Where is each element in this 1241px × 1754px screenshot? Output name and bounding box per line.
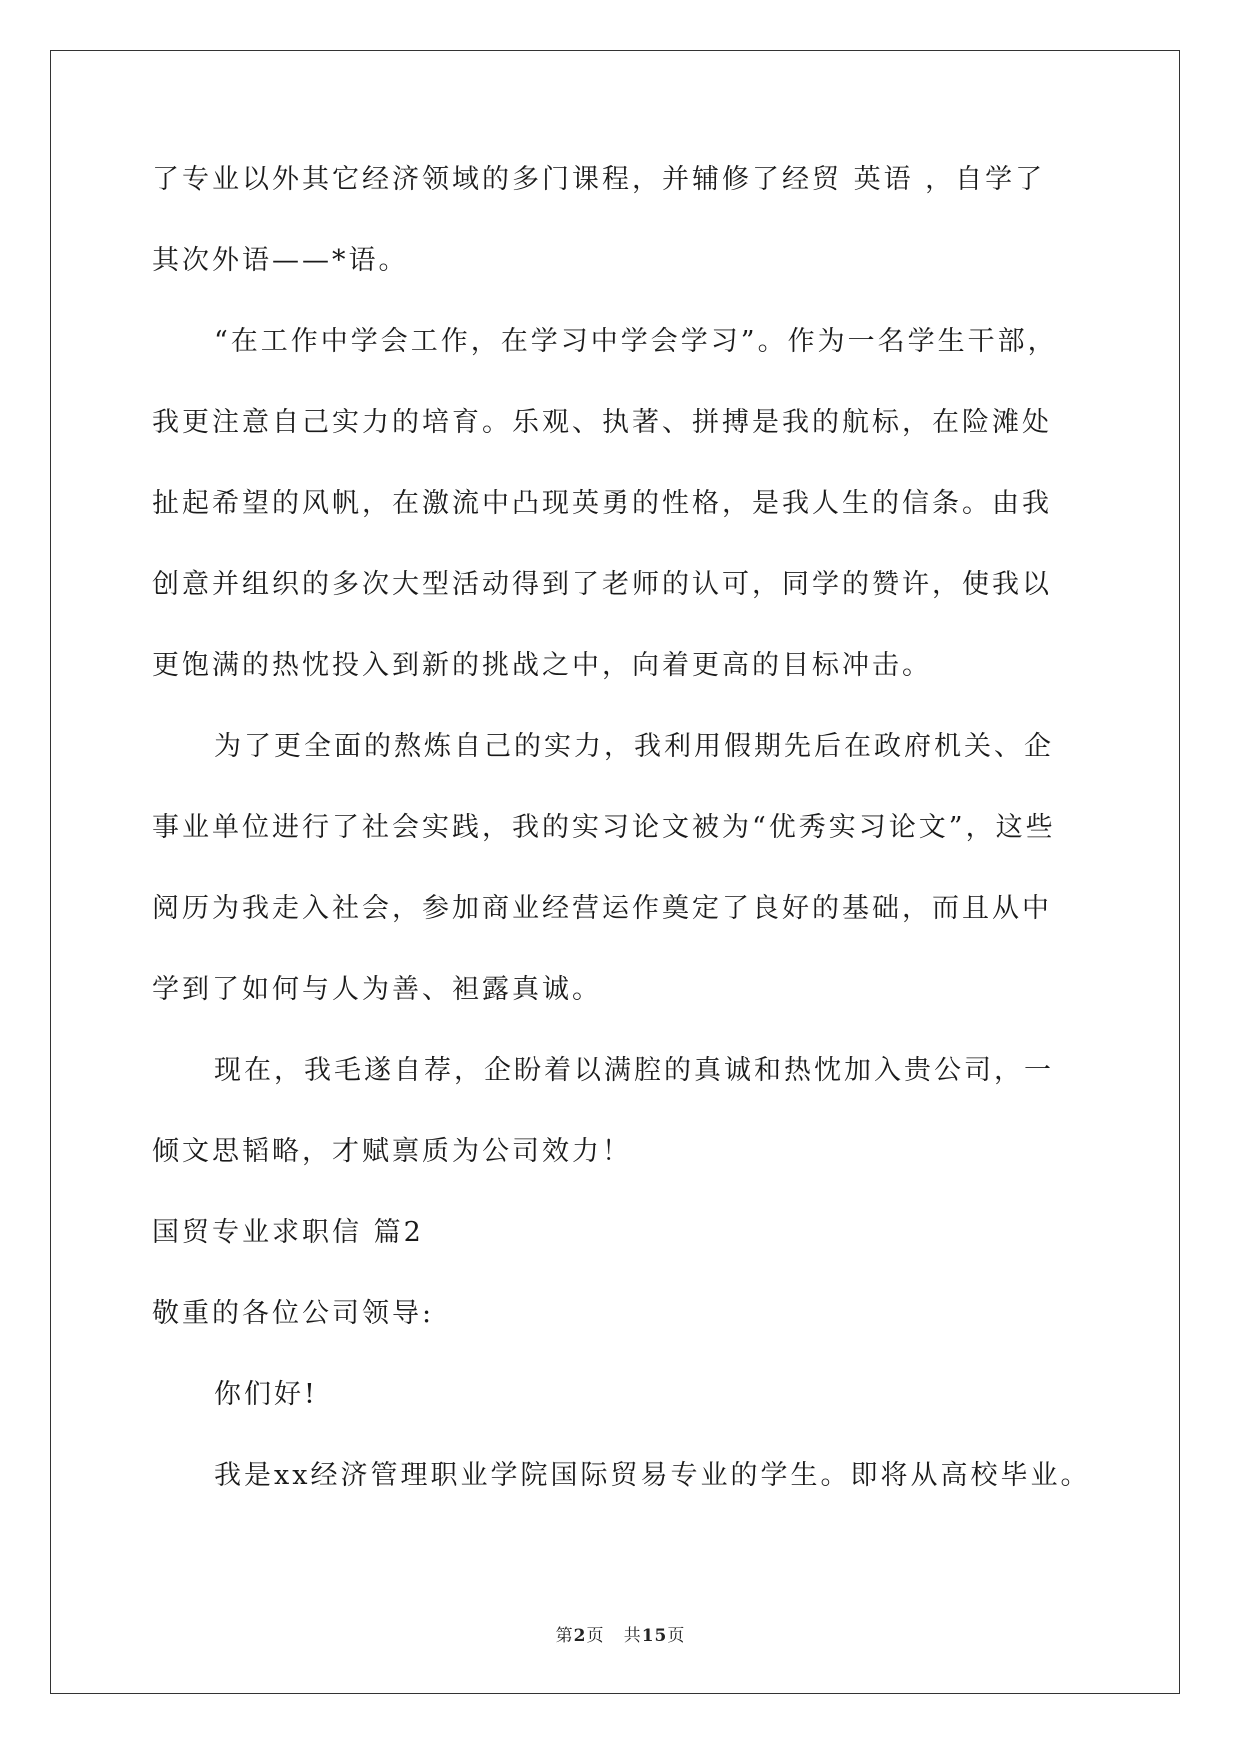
total-pages: 15 <box>641 1626 668 1646</box>
body-line: 其次外语——*语。 <box>152 245 409 276</box>
page-prefix: 第 <box>555 1626 574 1646</box>
body-line: 倾文思韬略，才赋禀质为公司效力！ <box>152 1136 632 1167</box>
page-footer <box>0 1621 1241 1646</box>
body-line: 创意并组织的多次大型活动得到了老师的认可，同学的赞许，使我以 <box>152 569 1052 600</box>
body-line: 事业单位进行了社会实践，我的实习论文被为“优秀实习论文”，这些 <box>152 812 1056 843</box>
body-line: 扯起希望的风帆，在激流中凸现英勇的性格，是我人生的信条。由我 <box>152 488 1052 519</box>
body-line: 我更注意自己实力的培育。乐观、执著、拼搏是我的航标，在险滩处 <box>152 407 1052 438</box>
greeting: 你们好! <box>214 1379 318 1410</box>
total-suffix: 页 <box>667 1626 686 1646</box>
body-line: 为了更全面的熬炼自己的实力，我利用假期先后在政府机关、企 <box>214 731 1054 762</box>
page-number: 2 <box>573 1626 587 1646</box>
body-line: 阅历为我走入社会，参加商业经营运作奠定了良好的基础，而且从中 <box>152 893 1052 924</box>
body-line: 我是xx经济管理职业学院国际贸易专业的学生。即将从高校毕业。 <box>214 1460 1091 1491</box>
body-line: 学到了如何与人为善、袒露真诚。 <box>152 974 602 1005</box>
document-body <box>152 160 1092 1537</box>
page-suffix: 页 <box>586 1626 605 1646</box>
body-line: 现在，我毛遂自荐，企盼着以满腔的真诚和热忱加入贵公司，一 <box>214 1055 1054 1086</box>
section-heading: 国贸专业求职信 篇2 <box>152 1217 424 1248</box>
salutation: 敬重的各位公司领导: <box>152 1298 435 1329</box>
body-line: 更饱满的热忱投入到新的挑战之中，向着更高的目标冲击。 <box>152 650 932 681</box>
body-line: 了专业以外其它经济领域的多门课程，并辅修了经贸 英语 ，自学了 <box>152 164 1046 195</box>
body-line: “在工作中学会工作，在学习中学会学习”。作为一名学生干部， <box>214 326 1058 357</box>
total-prefix: 共 <box>623 1626 642 1646</box>
